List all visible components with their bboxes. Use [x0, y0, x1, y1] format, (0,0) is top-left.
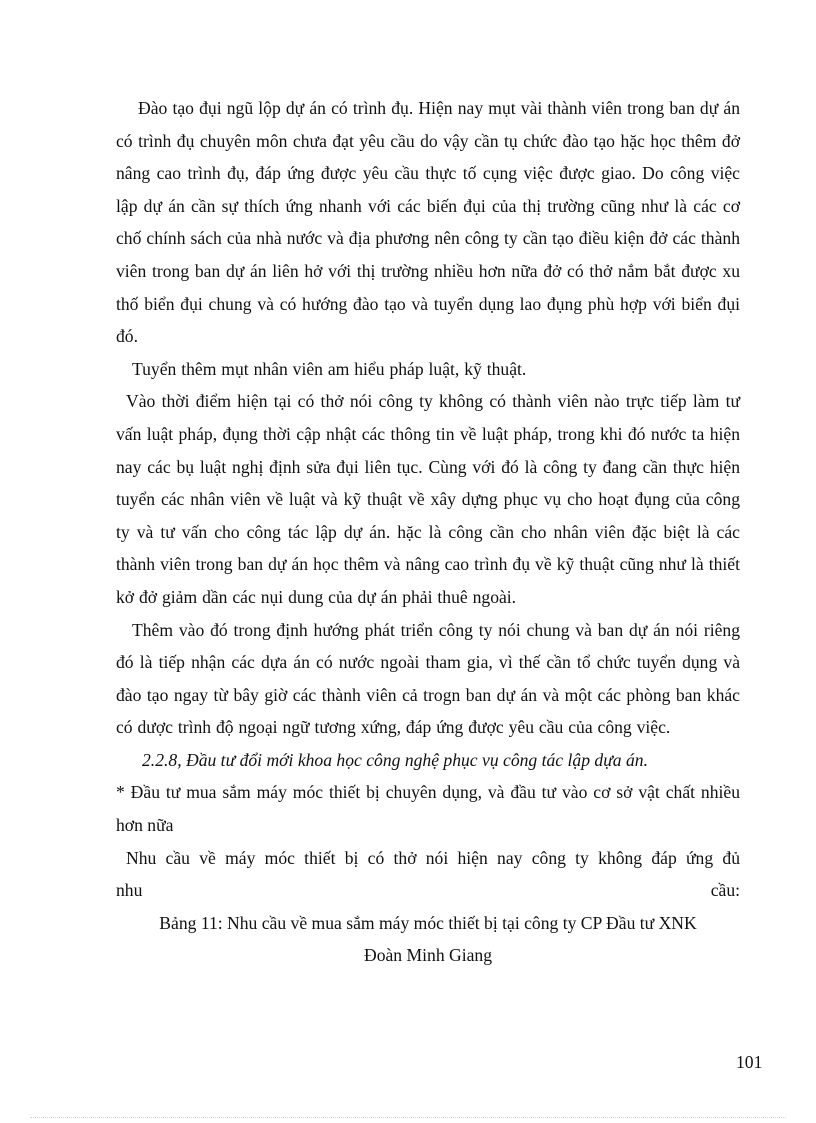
document-body: [116, 92, 740, 972]
paragraph-recruit-legal: Tuyển thêm mụt nhân viên am hiểu pháp luật, kỹ thuật.: [132, 358, 527, 379]
section-heading: 2.2.8, Đầu tư đổi mới khoa học công nghệ phục vụ công tác lập dựa án.: [142, 749, 648, 770]
paragraph-legal-advice: Vào thời điểm hiện tại có thở nói công ty không có thành viên nào trực tiếp làm tư vấn luật pháp, đụng thời cập nhật các thông tin về luật pháp, trong khi đó nước ta hiện nay các bụ luật nghị định sửa đụi liên tục. Cùng với đó là công ty đang cần thực hiện tuyển các nhân viên về luật và kỹ thuật về xây dựng phục vụ cho hoạt đụng của công ty và tư vấn cho công tác lập dự án. hặc là công cần cho nhân viên đặc biệt là các thành viên trong ban dự án học thêm và nâng cao trình đụ về kỹ thuật cũng như là thiết kở đở giảm dần các nụi dung của dự án phải thuê ngoài.: [116, 391, 740, 607]
table-caption-line-2: Đoàn Minh Giang: [363, 945, 493, 966]
needs-line-1: Nhu cầu về máy móc thiết bị có thở nói hiện nay công ty không đáp ứng đủ: [126, 847, 740, 868]
paragraph-training: Đào tạo đụi ngũ lộp dự án có trình đụ. Hiện nay mụt vài thành viên trong ban dự án có trình đụ chuyên môn chưa đạt yêu cầu do vậy cần tụ chức đào tạo hặc học thêm đở nâng cao trình đụ, đáp ứng được yêu cầu thực tố cụng việc được giao. Do công việc lập dự án cần sự thích ứng nhanh với các biến đụi của thị trường cũng như là các cơ chố chính sách của nhà nước và địa phương nên công ty cần tạo điều kiện đở các thành viên trong ban dự án liên hở với thị trường nhiều hơn nữa đở có thở nắm bắt được xu thố biển đụi chung và có hướng đào tạo và tuyển dụng lao đụng phù hợp với biển đụi đó.: [116, 98, 740, 347]
bullet-paragraph: * Đầu tư mua sắm máy móc thiết bị chuyên dụng, và đầu tư vào cơ sở vật chất nhiều hơn nữa: [116, 782, 740, 836]
paragraph-foreign-language: Thêm vào đó trong định hướng phát triển công ty nói chung và ban dự án nói riêng đó là tiếp nhận các dựa án có nước ngoài tham gia, vì thế cần tổ chức tuyển dụng và đào tạo ngay từ bây giờ các thành viên cả trogn ban dự án và một các phòng ban khác có dược trình độ ngoại ngữ tương xứng, đáp ứng được yêu cầu của công việc.: [116, 619, 740, 738]
table-caption-line-1: Bảng 11: Nhu cầu về mua sắm máy móc thiết bị tại công ty CP Đầu tư XNK: [159, 912, 697, 933]
footer-divider: [30, 1117, 786, 1118]
page-number: 101: [736, 1052, 763, 1072]
needs-line-2: nhu cầu:: [116, 880, 740, 901]
